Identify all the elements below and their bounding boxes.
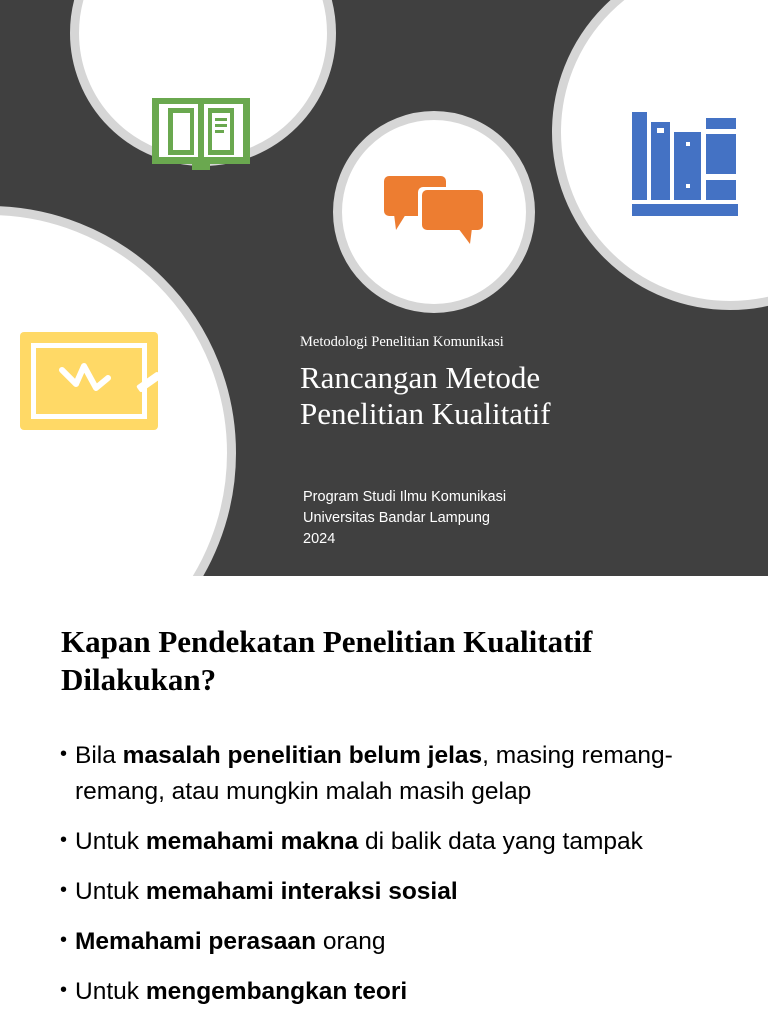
bullet-list: [60, 738, 760, 1024]
book-icon: [152, 98, 250, 170]
info-university: Universitas Bandar Lampung: [303, 510, 490, 526]
content-slide: [0, 576, 768, 1024]
list-item: • Untuk memahami interaksi sosial: [60, 874, 760, 910]
info-year: 2024: [303, 531, 336, 547]
bullet-dot: •: [60, 879, 68, 901]
bullet-dot: •: [60, 829, 68, 851]
chalkboard-icon: [20, 332, 164, 432]
title-line-1: Rancangan Metode: [300, 360, 541, 395]
content-title: Kapan Pendekatan Penelitian Kualitatif Dilakukan?: [61, 624, 593, 697]
bullet-dot: •: [60, 929, 68, 951]
bullet-dot: •: [60, 743, 68, 765]
chat-icon: [384, 176, 486, 246]
bookshelf-icon: [630, 110, 740, 218]
slide-info: [303, 487, 506, 550]
bullet-dot: •: [60, 979, 68, 1001]
info-program: Program Studi Ilmu Komunikasi: [303, 489, 507, 505]
slide-kicker: Metodologi Penelitian Komunikasi: [300, 334, 504, 350]
slide-title: [300, 360, 740, 432]
list-item: • Untuk memahami makna di balik data yang tampak: [60, 824, 760, 860]
list-item: • Memahami perasaan orang: [60, 924, 760, 960]
list-item: • Untuk mengembangkan teori: [60, 974, 760, 1010]
list-item: • Bila masalah penelitian belum jelas, masing remang-remang, atau mungkin malah masih gelap: [60, 738, 760, 810]
title-line-2: Penelitian Kualitatif: [300, 396, 551, 431]
